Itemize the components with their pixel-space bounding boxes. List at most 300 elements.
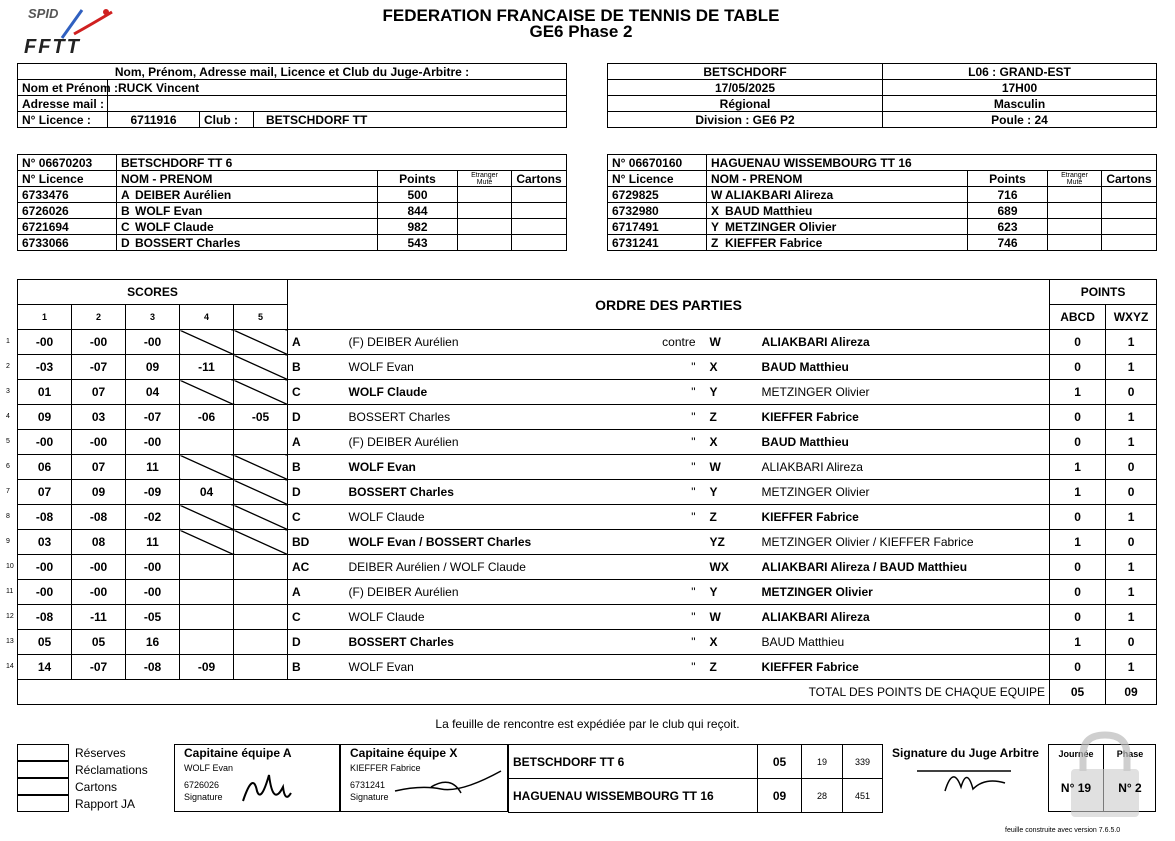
game-set-score-1: -08 [18,605,72,630]
team-a-player-licence: 6733476 [18,187,117,203]
match-date: 17/05/2025 [608,80,883,96]
game-row [18,330,1157,355]
captain-x-licence: 6731241 [350,780,386,790]
points-header-wxyz: WXYZ [1106,305,1157,330]
team-a-player-name [117,203,378,219]
team-a-player-licence: 6721694 [18,219,117,235]
scores-header: SCORES [18,280,288,305]
summary-team-name: HAGUENAU WISSEMBOURG TT 16 [509,779,758,813]
roster-header-licence: N° Licence [18,171,117,187]
game-set-score-2: -00 [72,555,126,580]
game-number: 13 [6,638,14,645]
game-set-score-1: 06 [18,455,72,480]
game-points-x: 1 [1106,355,1157,380]
points-header-abcd: ABCD [1050,305,1106,330]
game-points-x: 1 [1106,405,1157,430]
team-a-player-name [117,219,378,235]
captain-x-name: KIEFFER Fabrice [350,763,421,773]
player-letter: A [121,187,130,202]
game-player-a-name: WOLF Claude [345,605,647,630]
summary-team-name: BETSCHDORF TT 6 [509,745,758,779]
game-row [18,380,1157,405]
checkbox-row [17,744,148,761]
game-set-score-4: -06 [180,405,234,430]
page-subtitle: GE6 Phase 2 [529,22,633,41]
game-set-score-3: -08 [126,655,180,680]
checkbox-label: Cartons [75,779,118,794]
game-set-score-1: 09 [18,405,72,430]
game-player-a-letter: A [288,580,345,605]
set-header-3: 3 [126,305,180,330]
game-set-score-2: 03 [72,405,126,430]
match-info-table [607,63,1157,128]
game-player-x-letter: Z [700,655,758,680]
version-note: feuille construite avec version 7.6.5.0 [1005,827,1121,834]
game-row [18,480,1157,505]
game-points-x: 0 [1106,630,1157,655]
summary-row [509,779,883,813]
game-points-a: 0 [1050,355,1106,380]
game-number: 10 [6,563,14,570]
game-points-a: 0 [1050,580,1106,605]
game-player-x-letter: W [700,330,758,355]
match-venue: BETSCHDORF [608,64,883,80]
game-player-x-name: KIEFFER Fabrice [758,505,1050,530]
captain-a-signature-label: Signature [184,792,223,802]
game-number: 2 [6,363,10,370]
checkbox[interactable] [17,795,69,812]
team-a-player-row [18,219,567,235]
game-number: 11 [6,588,14,595]
game-set-score-3: -00 [126,555,180,580]
game-set-score-5 [234,605,288,630]
game-number: 14 [6,663,14,670]
team-a-player-foreign [458,203,512,219]
game-set-score-5 [234,505,288,530]
roster-header-cards: Cartons [512,171,567,187]
set-header-5: 5 [234,305,288,330]
game-versus: " [647,655,700,680]
points-header: POINTS [1050,280,1157,305]
team-a-player-row [18,235,567,251]
match-time: 17H00 [883,80,1157,96]
referee-licence-label: N° Licence : [18,112,108,128]
game-set-score-1: 01 [18,380,72,405]
game-player-x-name: METZINGER Olivier [758,580,1050,605]
game-set-score-4 [180,580,234,605]
team-a-player-name [117,187,378,203]
match-league: L06 : GRAND-EST [883,64,1157,80]
games-table [17,279,1157,705]
game-set-score-2: -11 [72,605,126,630]
game-versus: " [647,580,700,605]
team-a-player-foreign [458,187,512,203]
team-a-player-foreign [458,219,512,235]
game-points-x: 1 [1106,655,1157,680]
game-points-a: 0 [1050,605,1106,630]
game-player-x-letter: YZ [700,530,758,555]
game-versus [647,555,700,580]
game-row [18,555,1157,580]
team-x-player-foreign [1048,203,1102,219]
game-set-score-4 [180,380,234,405]
player-fullname: DEIBER Aurélien [135,187,232,202]
team-x-player-cards [1102,187,1157,203]
roster-header-cards: Cartons [1102,171,1157,187]
game-set-score-2: 07 [72,380,126,405]
game-player-a-name: BOSSERT Charles [345,405,647,430]
player-letter: Y [711,219,720,234]
team-x-roster [607,154,1157,251]
game-row [18,655,1157,680]
game-points-a: 0 [1050,655,1106,680]
game-set-score-5 [234,630,288,655]
game-player-a-letter: C [288,505,345,530]
captain-x-block [340,744,508,812]
roster-header-points: Points [968,171,1048,187]
team-x-player-foreign [1048,219,1102,235]
total-team-a: 05 [1050,680,1106,705]
journee-phase-box [1048,744,1156,812]
game-player-x-name: KIEFFER Fabrice [758,405,1050,430]
game-player-a-name: WOLF Evan / BOSSERT Charles [345,530,647,555]
game-set-score-4 [180,530,234,555]
game-player-a-name: BOSSERT Charles [345,630,647,655]
game-player-a-letter: B [288,655,345,680]
game-player-x-name: ALIAKBARI Alireza [758,605,1050,630]
game-points-a: 0 [1050,330,1106,355]
team-a-player-name [117,235,378,251]
game-set-score-4: -11 [180,355,234,380]
team-x-player-foreign [1048,235,1102,251]
game-set-score-3: -02 [126,505,180,530]
checkbox-row [17,761,148,778]
set-header-1: 1 [18,305,72,330]
game-set-score-1: -03 [18,355,72,380]
player-letter: D [121,235,130,250]
game-player-x-name: BAUD Matthieu [758,430,1050,455]
team-x-player-name [707,219,968,235]
game-set-score-1: -00 [18,330,72,355]
total-team-x: 09 [1106,680,1157,705]
game-set-score-2: -07 [72,355,126,380]
journee-value: N° 19 [1060,781,1092,795]
captain-a-title: Capitaine équipe A [184,746,292,760]
team-x-player-licence: 6731241 [608,235,707,251]
game-set-score-4 [180,455,234,480]
match-division: Division : GE6 P2 [608,112,883,128]
game-number: 1 [6,338,10,345]
game-number: 3 [6,388,10,395]
phase-label: Phase [1116,749,1144,759]
game-points-x: 1 [1106,505,1157,530]
team-a-player-points: 982 [378,219,458,235]
checkbox-label: Réserves [75,745,126,760]
game-number: 8 [6,513,10,520]
game-set-score-4 [180,430,234,455]
game-points-x: 1 [1106,605,1157,630]
game-player-x-letter: X [700,630,758,655]
game-row [18,505,1157,530]
captain-a-signature [235,763,295,811]
game-row [18,455,1157,480]
game-row [18,430,1157,455]
match-gender: Masculin [883,96,1157,112]
referee-email-label: Adresse mail : [18,96,108,112]
match-pool: Poule : 24 [883,112,1157,128]
game-set-score-5 [234,530,288,555]
game-set-score-2: -08 [72,505,126,530]
game-set-score-5 [234,480,288,505]
roster-header-name: NOM - PRENOM [707,171,968,187]
game-points-a: 1 [1050,380,1106,405]
game-points-a: 1 [1050,530,1106,555]
team-a-player-licence: 6733066 [18,235,117,251]
team-x-player-cards [1102,203,1157,219]
game-player-a-name: WOLF Claude [345,380,647,405]
referee-heading: Nom, Prénom, Adresse mail, Licence et Club du Juge-Arbitre : [18,64,567,80]
game-points-a: 0 [1050,505,1106,530]
game-points-x: 0 [1106,530,1157,555]
team-x-player-licence: 6732980 [608,203,707,219]
team-a-player-cards [512,187,567,203]
game-player-x-letter: Z [700,505,758,530]
game-set-score-5 [234,380,288,405]
team-x-player-points: 689 [968,203,1048,219]
game-row [18,355,1157,380]
game-player-a-name: DEIBER Aurélien / WOLF Claude [345,555,647,580]
game-set-score-5: -05 [234,405,288,430]
game-points-x: 1 [1106,580,1157,605]
team-a-player-row [18,187,567,203]
referee-email [108,96,567,112]
team-a-player-cards [512,219,567,235]
game-versus: " [647,355,700,380]
game-points-a: 0 [1050,555,1106,580]
checkbox[interactable] [17,778,69,795]
game-player-a-name: (F) DEIBER Aurélien [345,330,647,355]
game-versus [647,530,700,555]
team-a-player-points: 500 [378,187,458,203]
player-letter: C [121,219,130,234]
game-player-a-letter: D [288,630,345,655]
phase-value: N° 2 [1118,781,1142,795]
game-set-score-1: 05 [18,630,72,655]
game-set-score-3: -00 [126,580,180,605]
game-set-score-1: 14 [18,655,72,680]
game-player-a-name: (F) DEIBER Aurélien [345,580,647,605]
team-x-player-cards [1102,219,1157,235]
referee-name: RUCK Vincent [108,80,567,96]
team-a-roster [17,154,567,251]
game-versus: " [647,455,700,480]
game-set-score-3: 11 [126,455,180,480]
game-set-score-1: -00 [18,430,72,455]
checkbox[interactable] [17,761,69,778]
game-set-score-2: 09 [72,480,126,505]
game-player-x-letter: WX [700,555,758,580]
game-set-score-1: -00 [18,555,72,580]
checkbox-label: Rapport JA [75,796,136,811]
game-set-score-5 [234,580,288,605]
game-number: 5 [6,438,10,445]
game-set-score-3: -00 [126,330,180,355]
page-header [0,8,1162,40]
game-set-score-3: -09 [126,480,180,505]
game-number: 6 [6,463,10,470]
game-versus: " [647,630,700,655]
game-player-x-name: METZINGER Olivier / KIEFFER Fabrice [758,530,1050,555]
game-player-x-letter: W [700,605,758,630]
team-x-player-licence: 6729825 [608,187,707,203]
set-header-2: 2 [72,305,126,330]
lock-icon [1063,729,1147,819]
referee-table [17,63,567,128]
player-letter: Z [711,235,719,250]
team-x-player-row [608,187,1157,203]
game-player-x-letter: Y [700,480,758,505]
game-player-x-letter: Y [700,580,758,605]
game-player-x-name: ALIAKBARI Alireza [758,330,1050,355]
journee-label: Journée [1058,749,1094,759]
game-versus: " [647,480,700,505]
game-points-x: 0 [1106,480,1157,505]
captain-a-block [174,744,340,812]
game-player-a-letter: D [288,405,345,430]
player-fullname: BOSSERT Charles [135,235,241,250]
referee-club: BETSCHDORF TT [254,112,567,128]
team-x-player-points: 716 [968,187,1048,203]
roster-header-licence: N° Licence [608,171,707,187]
game-row [18,405,1157,430]
game-player-a-name: WOLF Evan [345,655,647,680]
game-set-score-4 [180,330,234,355]
team-a-player-row [18,203,567,219]
game-row [18,580,1157,605]
game-player-a-letter: C [288,605,345,630]
referee-club-label: Club : [200,112,254,128]
page-title: FEDERATION FRANCAISE DE TENNIS DE TABLE [382,6,780,25]
game-set-score-2: 08 [72,530,126,555]
game-versus: " [647,605,700,630]
referee-licence: 6711916 [108,112,200,128]
game-set-score-3: 16 [126,630,180,655]
game-set-score-3: -07 [126,405,180,430]
game-points-a: 1 [1050,480,1106,505]
checkbox[interactable] [17,744,69,761]
player-fullname: BAUD Matthieu [725,203,813,218]
team-x-player-row [608,203,1157,219]
player-letter: B [121,203,130,218]
team-x-number: N° 06670160 [608,155,707,171]
dispatch-note: La feuille de rencontre est expédiée par le club qui reçoit. [435,717,740,731]
game-number: 12 [6,613,14,620]
game-versus: " [647,430,700,455]
game-set-score-2: -07 [72,655,126,680]
game-set-score-2: -00 [72,430,126,455]
game-set-score-3: -05 [126,605,180,630]
game-set-score-1: 03 [18,530,72,555]
game-player-x-letter: Y [700,380,758,405]
team-a-player-cards [512,235,567,251]
captain-x-signature [391,765,506,801]
game-versus: " [647,405,700,430]
game-set-score-2: 05 [72,630,126,655]
player-fullname: KIEFFER Fabrice [725,235,823,250]
player-fullname: ALIAKBARI Alireza [725,187,834,202]
checkbox-label: Réclamations [75,762,148,777]
game-player-x-name: BAUD Matthieu [758,630,1050,655]
game-row [18,530,1157,555]
game-set-score-1: -00 [18,580,72,605]
game-set-score-1: 07 [18,480,72,505]
game-points-a: 0 [1050,405,1106,430]
player-fullname: WOLF Evan [135,203,203,218]
game-set-score-3: -00 [126,430,180,455]
match-level: Régional [608,96,883,112]
roster-header-foreign: Etranger Muté [1048,171,1102,187]
player-fullname: WOLF Claude [135,219,214,234]
team-a-player-foreign [458,235,512,251]
game-player-a-letter: A [288,330,345,355]
checkbox-list [17,744,148,812]
game-set-score-5 [234,330,288,355]
game-versus: contre [647,330,700,355]
score-summary [508,744,883,813]
player-letter: X [711,203,720,218]
roster-header-name: NOM - PRENOM [117,171,378,187]
team-x-player-points: 746 [968,235,1048,251]
captain-x-signature-label: Signature [350,792,389,802]
player-fullname: METZINGER Olivier [725,219,837,234]
team-x-name: HAGUENAU WISSEMBOURG TT 16 [707,155,1157,171]
team-a-name: BETSCHDORF TT 6 [117,155,567,171]
game-player-a-name: WOLF Evan [345,455,647,480]
game-set-score-4 [180,630,234,655]
team-x-player-name [707,203,968,219]
roster-header-points: Points [378,171,458,187]
game-versus: " [647,380,700,405]
game-points-a: 1 [1050,455,1106,480]
game-points-x: 0 [1106,455,1157,480]
team-a-player-points: 844 [378,203,458,219]
game-points-a: 1 [1050,630,1106,655]
summary-value-1: 28 [802,779,843,813]
game-number: 7 [6,488,10,495]
game-number: 4 [6,413,10,420]
game-player-a-letter: BD [288,530,345,555]
team-x-player-name [707,187,968,203]
team-x-player-licence: 6717491 [608,219,707,235]
game-player-x-name: METZINGER Olivier [758,380,1050,405]
game-set-score-3: 09 [126,355,180,380]
captain-a-licence: 6726026 [184,780,220,790]
game-player-a-name: WOLF Evan [345,355,647,380]
referee-name-label: Nom et Prénom : [18,80,108,96]
game-player-a-letter: B [288,355,345,380]
game-set-score-4: -09 [180,655,234,680]
game-player-x-letter: Z [700,405,758,430]
team-a-number: N° 06670203 [18,155,117,171]
game-row [18,630,1157,655]
summary-value-2: 451 [843,779,883,813]
summary-value-1: 19 [802,745,843,779]
team-x-player-row [608,235,1157,251]
game-player-x-name: BAUD Matthieu [758,355,1050,380]
totals-label: TOTAL DES POINTS DE CHAQUE EQUIPE [18,680,1050,705]
team-a-player-cards [512,203,567,219]
game-set-score-5 [234,355,288,380]
